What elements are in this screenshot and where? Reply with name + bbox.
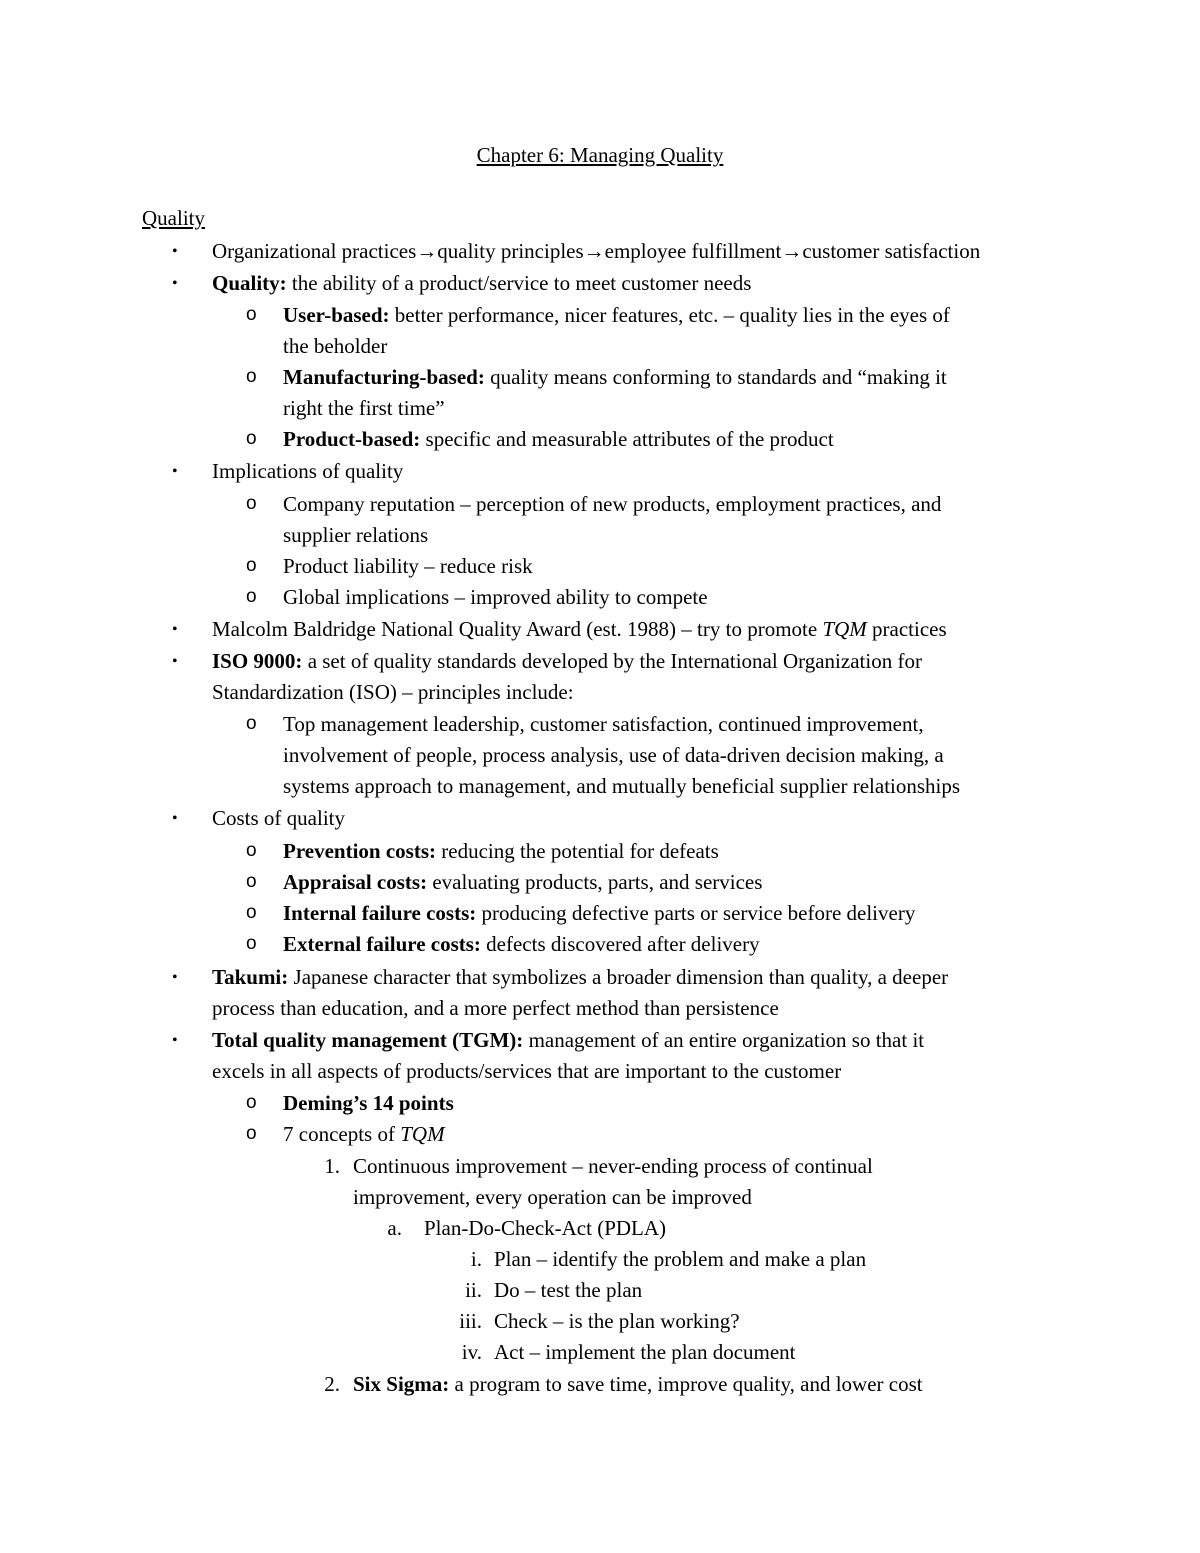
sub-bullet-marker: o (246, 1092, 257, 1113)
list-item: Product liability – reduce risk (283, 554, 533, 578)
bullet-marker: • (172, 969, 178, 986)
list-item: Prevention costs: reducing the potential for defeats (283, 839, 719, 863)
sub-bullet-marker: o (246, 586, 257, 607)
list-roman: iii. (459, 1309, 482, 1333)
list-item-continuation: the beholder (283, 334, 388, 358)
bullet-marker: • (172, 463, 178, 480)
sub-bullet-marker: o (246, 428, 257, 449)
list-item-continuation: improvement, every operation can be improved (353, 1185, 752, 1209)
sub-bullet-marker: o (246, 493, 257, 514)
sub-bullet-marker: o (246, 933, 257, 954)
list-item: External failure costs: defects discovered after delivery (283, 932, 760, 956)
sub-bullet-marker: o (246, 840, 257, 861)
bullet-marker: • (172, 653, 178, 670)
list-item: Manufacturing-based: quality means conforming to standards and “making it (283, 365, 947, 389)
list-item: 7 concepts of TQM (283, 1122, 445, 1146)
sub-bullet-marker: o (246, 366, 257, 387)
section-heading: Quality (142, 206, 205, 230)
list-item: Organizational practices→quality principles→employee fulfillment→customer satisfaction (212, 239, 981, 263)
bullet-marker: • (172, 810, 178, 827)
list-item-continuation: supplier relations (283, 523, 429, 547)
list-item: Check – is the plan working? (494, 1309, 740, 1333)
list-item: Malcolm Baldridge National Quality Award (est. 1988) – try to promote TQM practices (212, 617, 947, 641)
list-item: ISO 9000: a set of quality standards developed by the International Organization for (212, 649, 922, 673)
list-item-continuation: Standardization (ISO) – principles include: (212, 680, 574, 704)
bullet-marker: • (172, 243, 178, 260)
bullet-marker: • (172, 1032, 178, 1049)
sub-bullet-marker: o (246, 871, 257, 892)
sub-bullet-marker: o (246, 902, 257, 923)
list-item-continuation: right the first time” (283, 396, 445, 420)
list-item: Implications of quality (212, 459, 404, 483)
list-number: 1. (324, 1154, 340, 1178)
list-item: Internal failure costs: producing defective parts or service before delivery (283, 901, 916, 925)
list-item: Plan – identify the problem and make a plan (494, 1247, 867, 1271)
list-item-continuation: systems approach to management, and mutually beneficial supplier relationships (283, 774, 961, 798)
list-item-continuation: involvement of people, process analysis, use of data-driven decision making, a (283, 743, 944, 767)
list-item: Plan-Do-Check-Act (PDLA) (424, 1216, 667, 1240)
list-item: Total quality management (TGM): management of an entire organization so that it (212, 1028, 925, 1052)
sub-bullet-marker: o (246, 304, 257, 325)
list-item-continuation: process than education, and a more perfect method than persistence (212, 996, 779, 1020)
list-roman: i. (470, 1247, 482, 1271)
sub-bullet-marker: o (246, 713, 257, 734)
list-item: Product-based: specific and measurable attributes of the product (283, 427, 834, 451)
bullet-marker: • (172, 275, 178, 292)
page-title: Chapter 6: Managing Quality (476, 143, 724, 167)
list-item: Global implications – improved ability to compete (283, 585, 708, 609)
list-item: Act – implement the plan document (494, 1340, 796, 1364)
sub-bullet-marker: o (246, 555, 257, 576)
list-item: Appraisal costs: evaluating products, parts, and services (283, 870, 763, 894)
sub-bullet-marker: o (246, 1123, 257, 1144)
list-item: Top management leadership, customer satisfaction, continued improvement, (283, 712, 924, 736)
list-item: Takumi: Japanese character that symbolizes a broader dimension than quality, a deeper (212, 965, 949, 989)
list-item: Deming’s 14 points (283, 1091, 454, 1115)
list-item: Costs of quality (212, 806, 346, 830)
list-item: User-based: better performance, nicer features, etc. – quality lies in the eyes of (283, 303, 950, 327)
list-item: Do – test the plan (494, 1278, 643, 1302)
list-item: Company reputation – perception of new products, employment practices, and (283, 492, 942, 516)
list-item: Quality: the ability of a product/service to meet customer needs (212, 271, 752, 295)
bullet-marker: • (172, 621, 178, 638)
list-item-continuation: excels in all aspects of products/services that are important to the customer (212, 1059, 842, 1083)
list-letter: a. (387, 1216, 402, 1240)
list-item: Continuous improvement – never-ending process of continual (353, 1154, 873, 1178)
list-roman: ii. (465, 1278, 482, 1302)
list-roman: iv. (461, 1340, 482, 1364)
list-number: 2. (324, 1372, 340, 1396)
list-item: Six Sigma: a program to save time, improve quality, and lower cost (353, 1372, 923, 1396)
